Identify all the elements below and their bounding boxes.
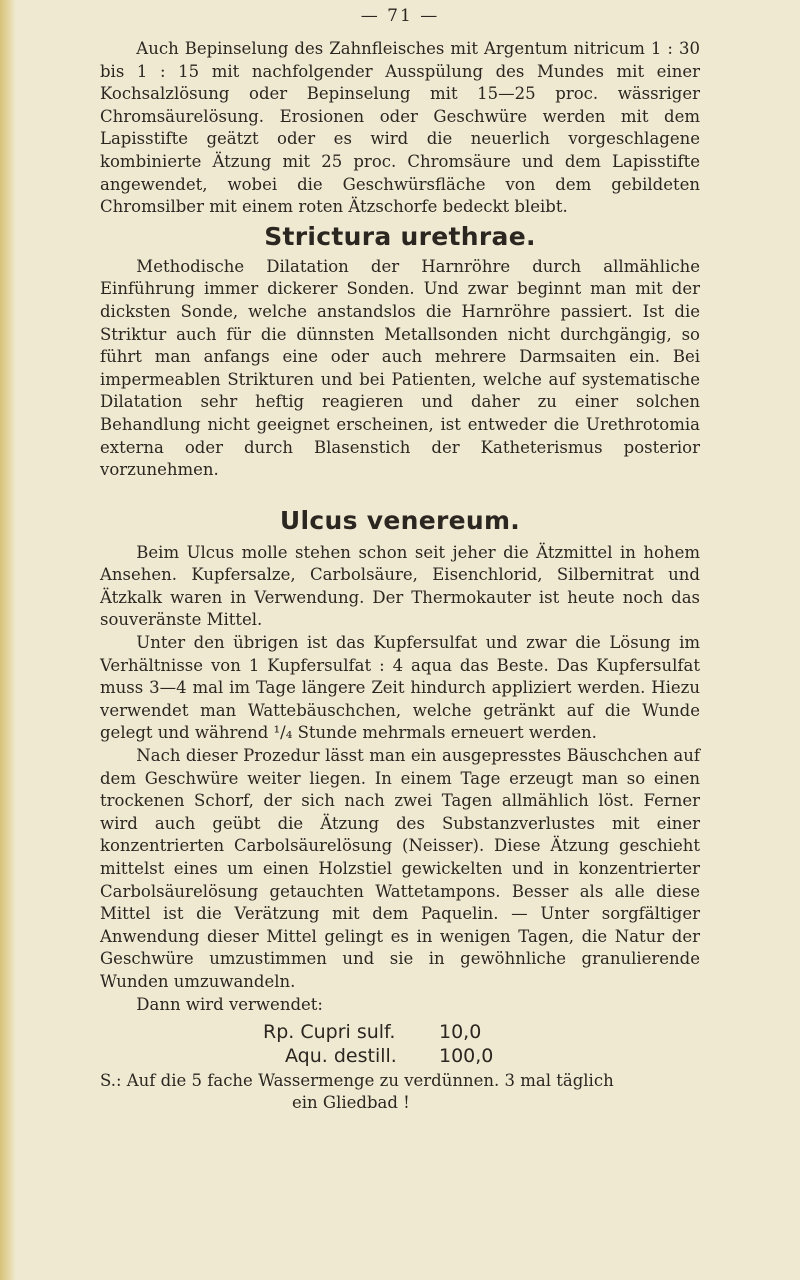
- paragraph-ulcus-3: Nach dieser Prozedur lässt man ein ausgepresstes Bäuschchen auf dem Geschwüre weiter liegen. In einem Tage erzeugt man so einen trockenen Schorf, der sich nach zwei Tagen allmählich löst. Ferner wird auch geübt die Ätzung des Substanzverlustes mit einer konzentrierten Carbolsäurelösung (Neisser). Diese Ätzung geschieht mittelst eines um einen Holzstiel gewickelten und in konzentrierter Carbolsäurelösung getauchten Wattetampons. Besser als alle diese Mittel ist die Verätzung mit dem Paquelin. — Unter sorgfältiger Anwendung dieser Mittel gelingt es in wenigen Tagen, die Natur der Geschwüre umzustimmen und sie in gewöhnliche granulierende Wunden umzuwandeln.: [100, 746, 700, 991]
- signatura: [100, 1070, 700, 1114]
- prescription-block: [100, 1020, 700, 1068]
- signatura-line-2: ein Gliedbad !: [292, 1093, 410, 1113]
- paragraph-ulcus-2: Unter den übrigen ist das Kupfersulfat und zwar die Lösung im Verhältnisse von 1 Kupfersulfat : 4 aqua das Beste. Das Kupfersulfat muss 3—4 mal im Tage längere Zeit hindurch appliziert werden. Hiezu verwendet man Wattebäuschchen, welche getränkt auf die Wunde gelegt und während ¹/₄ Stunde mehrmals erneuert werden.: [100, 633, 700, 743]
- paragraph-ulcus-4: Dann wird verwendet:: [136, 994, 323, 1014]
- heading-strictura-urethrae: Strictura urethrae.: [264, 221, 536, 251]
- prescription-amount: 100,0: [439, 1045, 494, 1068]
- prescription-amount: 10,0: [439, 1021, 482, 1044]
- prescription-line: [263, 1020, 700, 1044]
- prescription-ingredient: Aqu. destill.: [285, 1045, 397, 1068]
- paragraph-ulcus-1: Beim Ulcus molle stehen schon seit jeher die Ätzmittel in hohem Ansehen. Kupfersalze, Carbolsäure, Eisenchlorid, Silbernitrat und Ätzkalk waren in Verwendung. Der Thermokauter ist heute noch das souveränste Mittel.: [100, 542, 700, 630]
- prescription-ingredient: Rp. Cupri sulf.: [263, 1021, 396, 1044]
- signatura-line-1: S.: Auf die 5 fache Wassermenge zu verdünnen. 3 mal täglich: [100, 1071, 614, 1091]
- book-spine-edge: [0, 0, 16, 1280]
- heading-ulcus-venereum: Ulcus venereum.: [279, 505, 521, 535]
- paragraph-argentum: Auch Bepinselung des Zahnfleisches mit Argentum nitricum 1 : 30 bis 1 : 15 mit nachfolgender Ausspülung des Mundes mit einer Kochsalzlösung oder Bepinselung mit 15—25 proc. wässriger Chromsäurelösung. Erosionen oder Geschwüre werden mit dem Lapisstifte geätzt oder es wird die neuerlich vorgeschlagene kombinierte Ätzung mit 25 proc. Chromsäure und dem Lapisstifte angewendet, wobei die Geschwürsfläche von dem gebildeten Chromsilber mit einem roten Ätzschorfe bedeckt bleibt.: [100, 39, 700, 217]
- page-body: [100, 38, 700, 1114]
- prescription-line: [263, 1044, 700, 1068]
- page-number: — 71 —: [360, 6, 440, 26]
- paragraph-strictura: Methodische Dilatation der Harnröhre durch allmähliche Einführung immer dickerer Sonden. Und zwar beginnt man mit der dicksten Sonde, welche anstandslos die Harnröhre passiert. Ist die Striktur auch für die dünnsten Metallsonden nicht durchgängig, so führt man anfangs eine oder auch mehrere Darmsaiten ein. Bei impermeablen Strikturen und bei Patienten, welche auf systematische Dilatation sehr heftig reagieren und daher zu einer solchen Behandlung nicht geeignet erscheinen, ist entweder die Urethrotomia externa oder durch Blasenstich der Katheterismus posterior vorzunehmen.: [100, 256, 700, 480]
